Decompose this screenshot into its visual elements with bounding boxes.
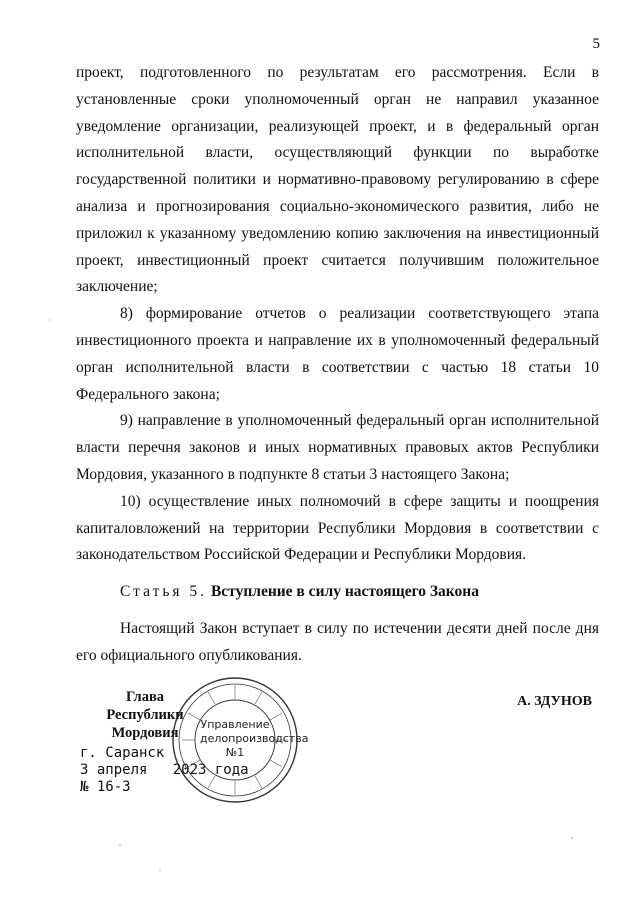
signatory-name: А. ЗДУНОВ (517, 694, 592, 709)
seal-line-3: №1 (225, 746, 245, 759)
seal-line-2: делопроизводства (200, 732, 309, 745)
paragraph-item-10: 10) осуществление иных полномочий в сфере защиты и поощрения капиталовложений на территории Республики Мордовия в соответствии с законодательством Российской Федерации и Республики Мордовия. (76, 492, 599, 564)
article-title: Вступление в силу настоящего Закона (210, 583, 479, 601)
city: г. Саранск (80, 745, 165, 761)
page-number: 5 (592, 36, 600, 52)
signature-title-line-1: Глава (125, 689, 165, 705)
document-body (76, 60, 599, 670)
article-label: Статья 5. (120, 583, 208, 601)
date: 3 апреля 2023 года (80, 762, 249, 778)
paragraph-item-9: 9) направление в уполномоченный федеральный орган исполнительной власти перечня законов и иных нормативных правовых актов Республики Мордовия, указанного в подпункте 8 статьи 3 настоящего Закона; (76, 412, 599, 483)
article-heading (76, 579, 599, 606)
signature-title (86, 688, 204, 742)
paragraph-continuation: проект, подготовленного по результатам его рассмотрения. Если в установленные сроки уполномоченный орган не направил указанное уведомление организации, реализующей проект, и в федеральный орган исполнительной власти, осуществляющий функции по выработке государственной политики и нормативно-правовому регулированию в сфере анализа и прогнозирования социально-экономического развития, либо не приложил к указанному уведомлению копию заключения на инвестиционный проект, инвестиционный проект считается получившим положительное заключение; (76, 64, 599, 296)
law-number: № 16-З (80, 779, 131, 795)
seal-line-1: Управление (200, 718, 270, 731)
place-date-block (80, 745, 249, 796)
paragraph-effective: Настоящий Закон вступает в силу по истечении десяти дней после дня его официального опубликования. (76, 619, 599, 664)
paragraph-item-8: 8) формирование отчетов о реализации соответствующего этапа инвестиционного проекта и направление их в уполномоченный федеральный орган исполнительной власти в соответствии с частью 18 статьи 10 Федерального закона; (76, 305, 599, 403)
signature-title-line-2: Республики Мордовия (106, 707, 184, 741)
